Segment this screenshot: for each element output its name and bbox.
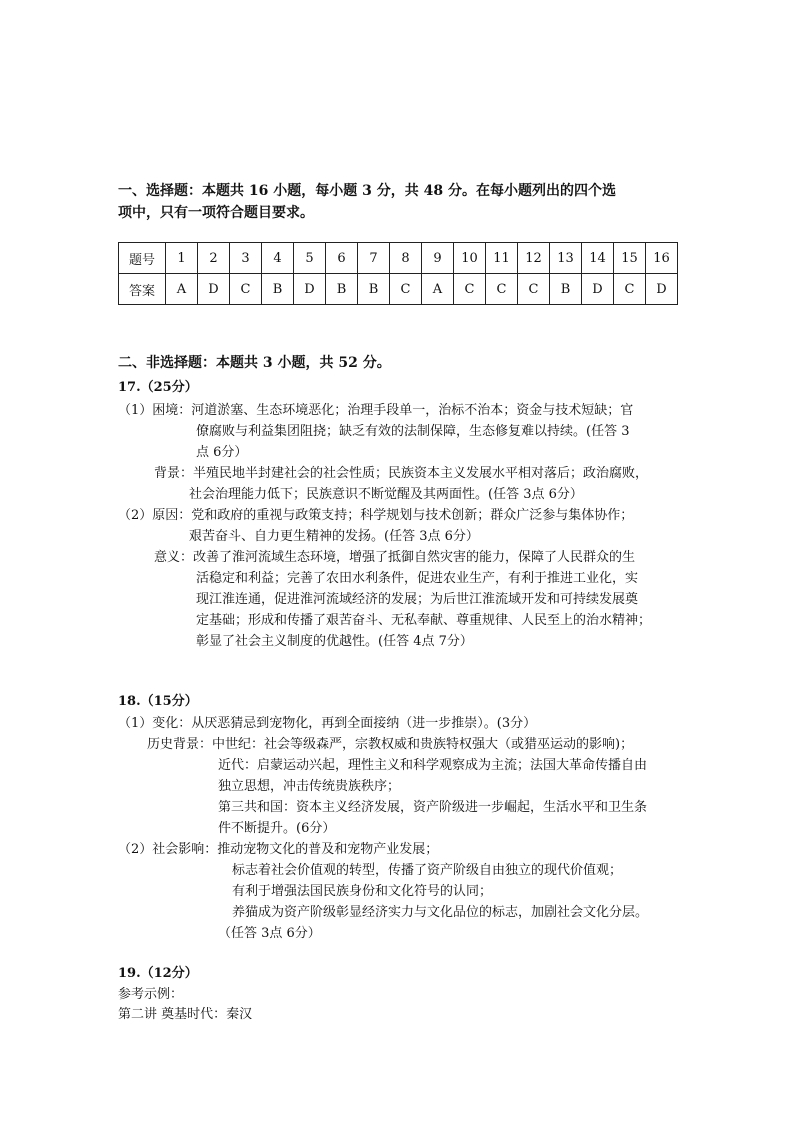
- q17-line: 僚腐败与利益集团阻挠；缺乏有效的法制保障，生态修复难以持续。(任答 3: [196, 424, 630, 439]
- question-number: 9: [422, 243, 454, 274]
- q18-line: 第三共和国：资本主义经济发展，资产阶级进一步崛起，生活水平和卫生条: [218, 800, 648, 815]
- question-number: 7: [358, 243, 390, 274]
- question-number: 15: [614, 243, 646, 274]
- answer-cell: A: [422, 274, 454, 305]
- question-number: 14: [582, 243, 614, 274]
- answer-cell: C: [614, 274, 646, 305]
- answer-cell: C: [230, 274, 262, 305]
- answer-cell: B: [262, 274, 294, 305]
- question-number: 11: [486, 243, 518, 274]
- q17-line: 社会治理能力低下；民族意识不断觉醒及其两面性。(任答 3点 6分）: [189, 487, 583, 502]
- answer-table-answer-row: [119, 274, 678, 305]
- q17-line: 彰显了社会主义制度的优越性。(任答 4点 7分）: [196, 634, 473, 649]
- question-number: 3: [230, 243, 262, 274]
- q18-heading: 18.（15分）: [118, 694, 198, 709]
- question-number: 1: [166, 243, 198, 274]
- q18-line: （1）变化：从厌恶猜忌到宠物化，再到全面接纳（进一步推崇）。(3分）: [118, 716, 537, 731]
- section2-title: 二、非选择题：本题共 3 小题，共 52 分。: [118, 355, 391, 371]
- q17-line: 背景：半殖民地半封建社会的社会性质；民族资本主义发展水平相对落后；政治腐败，: [154, 466, 649, 481]
- section1-title: [118, 180, 683, 224]
- q18-line: 养猫成为资产阶级彰显经济实力与文化品位的标志，加剧社会文化分层。: [232, 905, 649, 920]
- answer-cell: C: [390, 274, 422, 305]
- answer-cell: B: [358, 274, 390, 305]
- question-number: 8: [390, 243, 422, 274]
- q17-line: 意义：改善了淮河流域生态环境，增强了抵御自然灾害的能力，保障了人民群众的生: [154, 550, 636, 565]
- question-number: 13: [550, 243, 582, 274]
- answer-cell: B: [550, 274, 582, 305]
- answer-cell: B: [326, 274, 358, 305]
- q17-line: （1）困境：河道淤塞、生态环境恶化；治理手段单一，治标不治本；资金与技术短缺；官: [118, 403, 634, 418]
- question-number: 4: [262, 243, 294, 274]
- q18-line: 有利于增强法国民族身份和文化符号的认同；: [232, 884, 493, 899]
- answer-cell: C: [454, 274, 486, 305]
- answer-row-label: 答案: [119, 274, 166, 305]
- q18-line: 历史背景：中世纪：社会等级森严，宗教权威和贵族特权强大（或猎巫运动的影响)；: [147, 737, 634, 752]
- answer-cell: D: [294, 274, 326, 305]
- section1-title-line2: 项中，只有一项符合题目要求。: [118, 205, 314, 221]
- question-number: 12: [518, 243, 550, 274]
- question-number: 2: [198, 243, 230, 274]
- q17-line: 现江淮连通，促进淮河流域经济的发展；为后世江淮流域开发和可持续发展奠: [196, 592, 639, 607]
- question-number: 10: [454, 243, 486, 274]
- q17-line: （2）原因：党和政府的重视与政策支持；科学规划与技术创新；群众广泛参与集体协作；: [118, 508, 634, 523]
- q19-line: 参考示例：: [118, 987, 184, 1002]
- q17-line: 活稳定和利益；完善了农田水利条件，促进农业生产，有利于推进工业化，实: [196, 571, 639, 586]
- q18-line: 独立思想，冲击传统贵族秩序；: [218, 779, 401, 794]
- q17-line: 艰苦奋斗、自力更生精神的发扬。(任答 3点 6分）: [189, 529, 479, 544]
- answer-table-number-row: [119, 243, 678, 274]
- q18-line: 件不断提升。(6分）: [218, 821, 336, 836]
- q17-heading: 17.（25分）: [118, 380, 198, 395]
- q18-line: 标志着社会价值观的转型，传播了资产阶级自由独立的现代价值观；: [232, 863, 623, 878]
- question-number: 6: [326, 243, 358, 274]
- answer-cell: D: [646, 274, 678, 305]
- answer-cell: D: [198, 274, 230, 305]
- q17-line: 定基础；形成和传播了艰苦奋斗、无私奉献、尊重规律、人民至上的治水精神；: [196, 613, 652, 628]
- answer-cell: C: [518, 274, 550, 305]
- q19-line: 第二讲 奠基时代：秦汉: [118, 1007, 253, 1022]
- question-number: 16: [646, 243, 678, 274]
- question-number: 5: [294, 243, 326, 274]
- q18-line: 近代：启蒙运动兴起，理性主义和科学观察成为主流；法国大革命传播自由: [218, 758, 648, 773]
- q19-heading: 19.（12分）: [118, 966, 198, 981]
- q17-line: 点 6分）: [196, 445, 248, 460]
- answer-table: [118, 242, 678, 305]
- answer-cell: C: [486, 274, 518, 305]
- q18-line: （2）社会影响：推动宠物文化的普及和宠物产业发展；: [118, 842, 439, 857]
- number-row-label: 题号: [119, 243, 166, 274]
- section1-title-line1: 一、选择题：本题共 16 小题，每小题 3 分，共 48 分。在每小题列出的四个选: [118, 183, 616, 199]
- answer-cell: D: [582, 274, 614, 305]
- q18-line: （任答 3点 6分）: [218, 926, 321, 941]
- answer-cell: A: [166, 274, 198, 305]
